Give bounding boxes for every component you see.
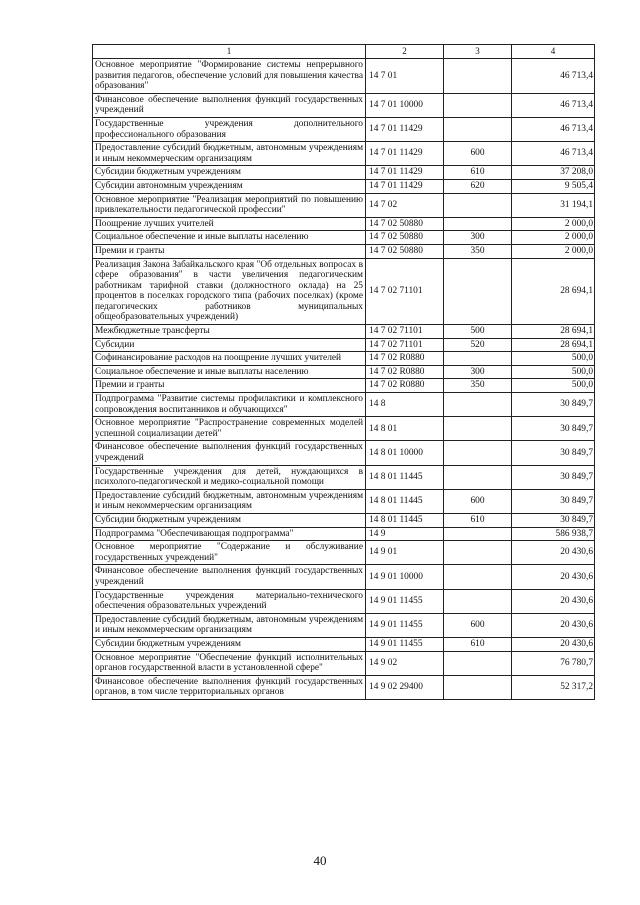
row-amount: 586 938,7 [512,527,595,541]
table-row [93,465,595,489]
row-expense-type [444,417,512,441]
row-amount: 500,0 [512,352,595,366]
row-expense-type: 600 [444,489,512,513]
row-expense-type [444,441,512,465]
row-code: 14 9 01 11455 [366,589,444,613]
table-row [93,365,595,379]
table-row [93,325,595,339]
table-row [93,352,595,366]
row-expense-type [444,117,512,141]
row-expense-type: 610 [444,637,512,651]
row-code: 14 9 01 [366,541,444,565]
row-description: Финансовое обеспечение выполнения функций государственных органов, в том числе территориальных органов [93,675,366,699]
row-expense-type [444,352,512,366]
row-description: Социальное обеспечение и иные выплаты населению [93,231,366,245]
row-expense-type [444,393,512,417]
row-code: 14 7 02 R0880 [366,379,444,393]
budget-table [92,44,595,700]
row-code: 14 8 [366,393,444,417]
row-description: Подпрограмма "Обеспечивающая подпрограмма" [93,527,366,541]
table-row [93,637,595,651]
row-expense-type [444,59,512,94]
row-description: Финансовое обеспечение выполнения функций государственных учреждений [93,93,366,117]
row-description: Предоставление субсидий бюджетным, автономным учреждениям и иным некоммерческим организациям [93,613,366,637]
row-expense-type: 300 [444,231,512,245]
row-amount: 31 194,1 [512,193,595,217]
row-amount: 30 849,7 [512,441,595,465]
row-expense-type [444,589,512,613]
row-amount: 500,0 [512,379,595,393]
row-code: 14 7 01 11429 [366,142,444,166]
row-expense-type [444,541,512,565]
row-code: 14 7 01 10000 [366,93,444,117]
table-row [93,193,595,217]
row-description: Финансовое обеспечение выполнения функций государственных учреждений [93,565,366,589]
row-description: Основное мероприятие "Распространение современных моделей успешной социализации детей" [93,417,366,441]
row-code: 14 7 02 71101 [366,258,444,325]
table-row [93,441,595,465]
table-row [93,142,595,166]
row-amount: 76 780,7 [512,651,595,675]
row-expense-type [444,465,512,489]
row-description: Субсидии [93,338,366,352]
row-code: 14 7 01 [366,59,444,94]
row-expense-type: 350 [444,244,512,258]
row-code: 14 7 02 R0880 [366,352,444,366]
row-amount: 20 430,6 [512,541,595,565]
row-description: Основное мероприятие "Содержание и обслуживание государственных учреждений" [93,541,366,565]
row-description: Предоставление субсидий бюджетным, автономным учреждениям и иным некоммерческим организациям [93,489,366,513]
budget-table-container [92,44,594,700]
row-code: 14 9 01 11455 [366,637,444,651]
row-expense-type [444,651,512,675]
row-expense-type: 610 [444,513,512,527]
row-description: Государственные учреждения для детей, нуждающихся в психолого-педагогической и медико-социальной помощи [93,465,366,489]
header-col-4: 4 [512,45,595,59]
page-number: 40 [313,853,327,868]
row-amount: 9 505,4 [512,179,595,193]
row-description: Премии и гранты [93,379,366,393]
row-expense-type [444,193,512,217]
row-amount: 20 430,6 [512,589,595,613]
table-row [93,59,595,94]
row-expense-type: 620 [444,179,512,193]
row-description: Субсидии бюджетным учреждениям [93,166,366,180]
row-code: 14 8 01 10000 [366,441,444,465]
row-amount: 30 849,7 [512,489,595,513]
row-amount: 500,0 [512,365,595,379]
row-description: Субсидии бюджетным учреждениям [93,637,366,651]
row-amount: 46 713,4 [512,59,595,94]
row-amount: 37 208,0 [512,166,595,180]
table-row [93,417,595,441]
row-expense-type [444,565,512,589]
table-header-row [93,45,595,59]
row-expense-type: 520 [444,338,512,352]
row-amount: 2 000,0 [512,244,595,258]
row-code: 14 8 01 [366,417,444,441]
row-code: 14 8 01 11445 [366,465,444,489]
row-amount: 2 000,0 [512,217,595,231]
row-amount: 28 694,1 [512,325,595,339]
row-code: 14 8 01 11445 [366,489,444,513]
row-expense-type: 610 [444,166,512,180]
table-row [93,258,595,325]
row-code: 14 9 01 10000 [366,565,444,589]
row-amount: 20 430,6 [512,637,595,651]
table-row [93,675,595,699]
row-description: Реализация Закона Забайкальского края "Об отдельных вопросах в сфере образования" в части увеличения педагогическим работникам тарифной ставки (должностного оклада) на 25 процентов в поселках городского типа (рабочих поселках) (кроме педагогических работников муниципальных общеобразовательных учреждений) [93,258,366,325]
row-amount: 46 713,4 [512,117,595,141]
row-amount: 20 430,6 [512,613,595,637]
row-code: 14 7 01 11429 [366,166,444,180]
row-amount: 52 317,2 [512,675,595,699]
table-row [93,393,595,417]
row-description: Премии и гранты [93,244,366,258]
row-description: Предоставление субсидий бюджетным, автономным учреждениям и иным некоммерческим организациям [93,142,366,166]
table-body [93,59,595,700]
row-description: Государственные учреждения дополнительного профессионального образования [93,117,366,141]
row-description: Основное мероприятие "Формирование системы непрерывного развития педагогов, обеспечение условий для повышения качества образования" [93,59,366,94]
row-amount: 20 430,6 [512,565,595,589]
header-col-1: 1 [93,45,366,59]
row-code: 14 7 01 11429 [366,117,444,141]
table-row [93,513,595,527]
row-amount: 28 694,1 [512,338,595,352]
row-amount: 30 849,7 [512,417,595,441]
row-description: Подпрограмма "Развитие системы профилактики и комплексного сопровождения воспитанников и обучающихся" [93,393,366,417]
row-amount: 46 713,4 [512,93,595,117]
table-row [93,651,595,675]
row-description: Финансовое обеспечение выполнения функций государственных учреждений [93,441,366,465]
row-code: 14 7 02 71101 [366,338,444,352]
row-code: 14 9 01 11455 [366,613,444,637]
row-code: 14 9 [366,527,444,541]
row-expense-type: 600 [444,613,512,637]
table-row [93,589,595,613]
table-row [93,217,595,231]
table-row [93,179,595,193]
row-code: 14 8 01 11445 [366,513,444,527]
table-row [93,541,595,565]
row-amount: 28 694,1 [512,258,595,325]
row-description: Межбюджетные трансферты [93,325,366,339]
row-expense-type [444,217,512,231]
table-row [93,489,595,513]
table-row [93,93,595,117]
table-row [93,166,595,180]
row-expense-type: 600 [444,142,512,166]
header-col-2: 2 [366,45,444,59]
table-row [93,244,595,258]
row-code: 14 7 02 R0880 [366,365,444,379]
row-amount: 30 849,7 [512,465,595,489]
row-code: 14 7 02 71101 [366,325,444,339]
row-description: Софинансирование расходов на поощрение лучших учителей [93,352,366,366]
row-description: Субсидии автономным учреждениям [93,179,366,193]
row-description: Государственные учреждения материально-технического обеспечения образовательных учреждений [93,589,366,613]
row-amount: 30 849,7 [512,513,595,527]
row-expense-type [444,258,512,325]
row-expense-type [444,675,512,699]
row-amount: 30 849,7 [512,393,595,417]
row-code: 14 7 01 11429 [366,179,444,193]
table-row [93,613,595,637]
row-expense-type [444,93,512,117]
row-code: 14 9 02 29400 [366,675,444,699]
row-expense-type [444,527,512,541]
header-col-3: 3 [444,45,512,59]
table-row [93,565,595,589]
table-row [93,527,595,541]
row-expense-type: 500 [444,325,512,339]
row-code: 14 7 02 50880 [366,217,444,231]
row-description: Поощрение лучших учителей [93,217,366,231]
table-row [93,338,595,352]
row-code: 14 7 02 50880 [366,244,444,258]
row-description: Социальное обеспечение и иные выплаты населению [93,365,366,379]
table-row [93,379,595,393]
row-expense-type: 300 [444,365,512,379]
row-description: Основное мероприятие "Реализация мероприятий по повышению привлекательности педагогической профессии" [93,193,366,217]
row-code: 14 7 02 50880 [366,231,444,245]
row-code: 14 9 02 [366,651,444,675]
row-expense-type: 350 [444,379,512,393]
row-description: Основное мероприятие "Обеспечение функций исполнительных органов государственной власти в установленной сфере" [93,651,366,675]
row-code: 14 7 02 [366,193,444,217]
table-row [93,117,595,141]
row-amount: 46 713,4 [512,142,595,166]
row-amount: 2 000,0 [512,231,595,245]
row-description: Субсидии бюджетным учреждениям [93,513,366,527]
table-row [93,231,595,245]
